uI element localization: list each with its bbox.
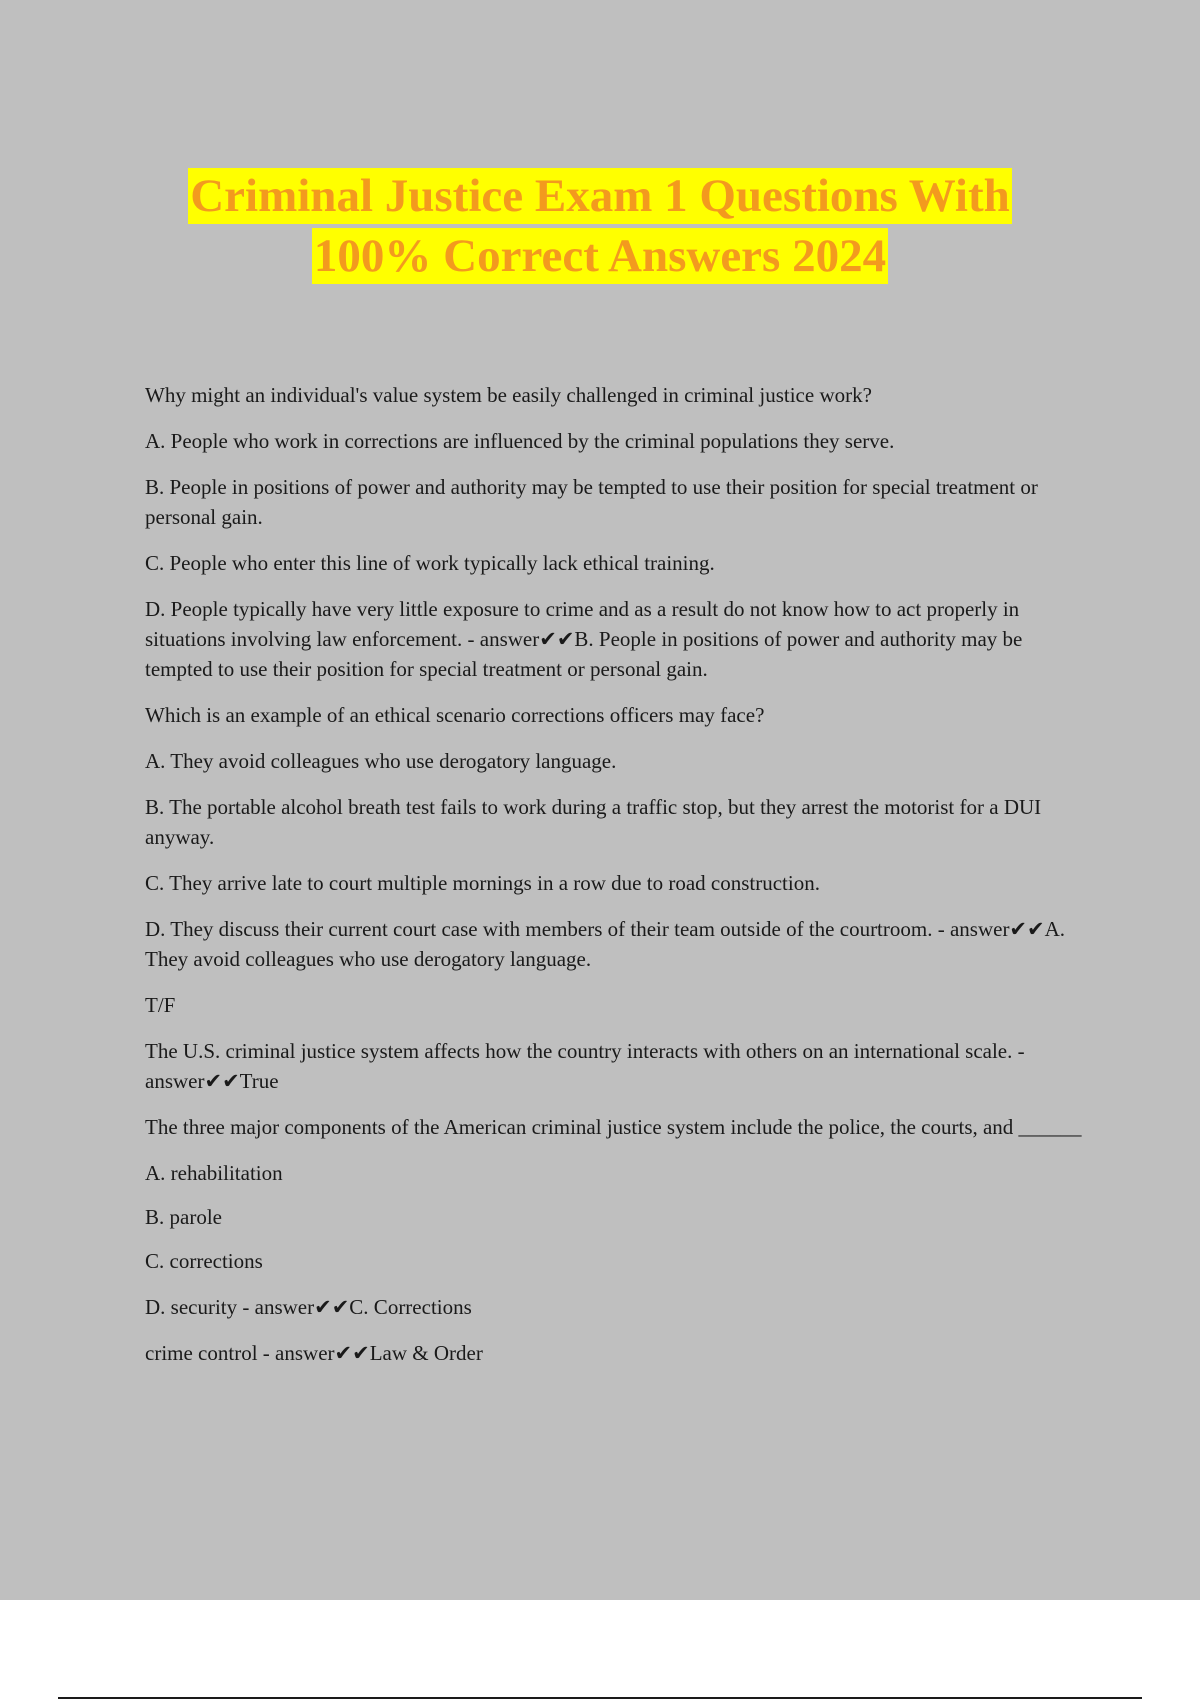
question-5-answer: crime control - answer✔✔Law & Order [145,1341,483,1365]
question-3-answer: The U.S. criminal justice system affects how the country interacts with others on an international scale. - answer✔✔True [145,1039,1025,1093]
question-4-option-b: B. parole [145,1205,222,1229]
title-line-2: 100% Correct Answers 2024 [313,230,887,282]
question-3-type: T/F [145,993,176,1017]
footer-divider [58,1697,1142,1699]
question-1: Why might an individual's value system be easily challenged in criminal justice work? [145,383,872,407]
question-1-option-b: B. People in positions of power and authority may be tempted to use their position for special treatment or personal gain. [145,475,1038,529]
question-2-option-c: C. They arrive late to court multiple mornings in a row due to road construction. [145,871,820,895]
question-2-option-d-answer: D. They discuss their current court case with members of their team outside of the courtroom. - answer✔✔A. They avoid colleagues who use derogatory language. [145,917,1066,971]
question-2-option-a: A. They avoid colleagues who use derogatory language. [145,749,617,773]
document-body [145,380,1090,1384]
question-2: Which is an example of an ethical scenario corrections officers may face? [145,703,765,727]
question-1-option-a: A. People who work in corrections are influenced by the criminal populations they serve. [145,429,895,453]
title-line-1: Criminal Justice Exam 1 Questions With [190,170,1010,222]
question-4: The three major components of the American criminal justice system include the police, the courts, and ______ [145,1115,1082,1139]
question-4-option-c: C. corrections [145,1249,263,1273]
question-1-option-d-answer: D. People typically have very little exposure to crime and as a result do not know how to act properly in situations involving law enforcement. - answer✔✔B. People in positions of power and authority may be tempted to use their position for special treatment or personal gain. [145,597,1023,681]
question-4-option-a: A. rehabilitation [145,1161,283,1185]
question-4-option-d-answer: D. security - answer✔✔C. Corrections [145,1295,472,1319]
question-1-option-c: C. People who enter this line of work typically lack ethical training. [145,551,715,575]
document-title [0,168,1200,284]
question-2-option-b: B. The portable alcohol breath test fails to work during a traffic stop, but they arrest the motorist for a DUI anyway. [145,795,1042,849]
